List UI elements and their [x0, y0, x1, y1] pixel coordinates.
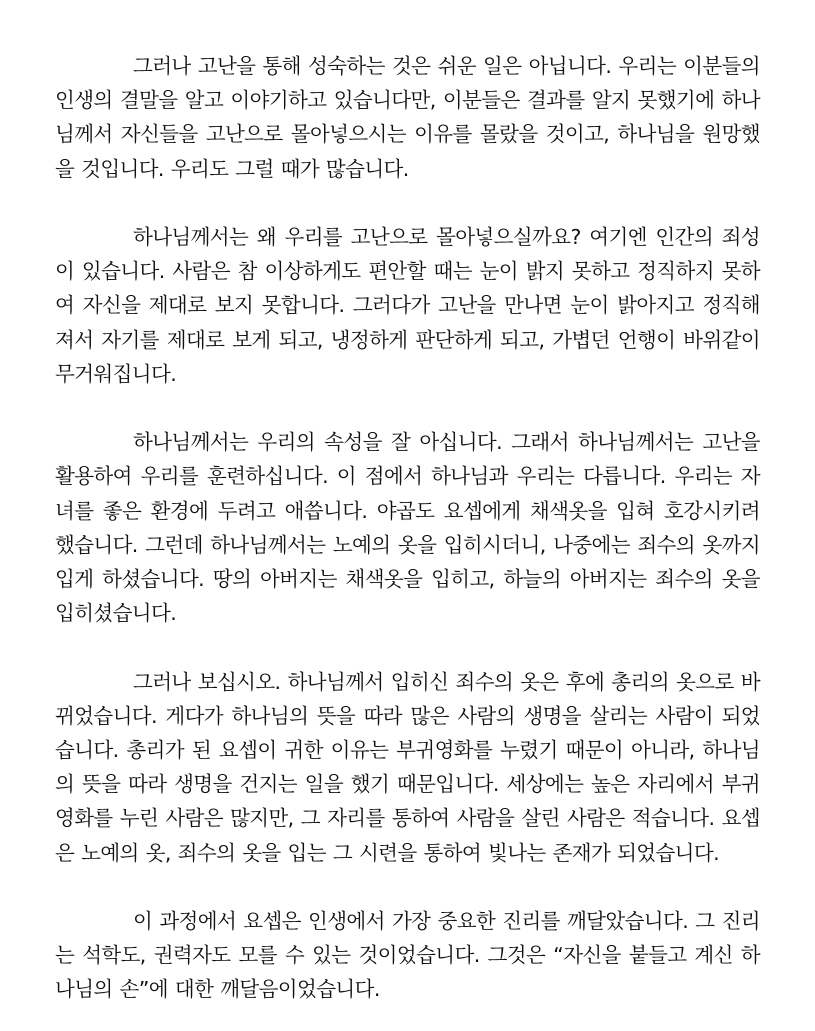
paragraph-2: 하나님께서는 왜 우리를 고난으로 몰아넣으실까요? 여기엔 인간의 죄성이 있습니다. 사람은 참 이상하게도 편안할 때는 눈이 밝지 못하고 정직하지 못하여 자신을 제대로 보지 못합니다. 그러다가 고난을 만나면 눈이 밝아지고 정직해져서 자기를 제대로 보게 되고, 냉정하게 판단하게 되고, 가볍던 언행이 바위같이 무거워집니다. — [55, 225, 760, 386]
document-page — [55, 49, 760, 1007]
paragraph-5: 이 과정에서 요셉은 인생에서 가장 중요한 진리를 깨달았습니다. 그 진리는 석학도, 권력자도 모를 수 있는 것이었습니다. 그것은 “자신을 붙들고 계신 하나님의 손”에 대한 깨달음이었습니다. — [55, 909, 760, 1002]
paragraph-1: 그러나 고난을 통해 성숙하는 것은 쉬운 일은 아닙니다. 우리는 이분들의 인생의 결말을 알고 이야기하고 있습니다만, 이분들은 결과를 알지 못했기에 하나님께서 자신들을 고난으로 몰아넣으시는 이유를 몰랐을 것이고, 하나님을 원망했을 것입니다. 우리도 그럴 때가 많습니다. — [55, 54, 760, 181]
paragraph-3: 하나님께서는 우리의 속성을 잘 아십니다. 그래서 하나님께서는 고난을 활용하여 우리를 훈련하십니다. 이 점에서 하나님과 우리는 다릅니다. 우리는 자녀를 좋은 환경에 두려고 애씁니다. 야곱도 요셉에게 채색옷을 입혀 호강시키려 했습니다. 그런데 하나님께서는 노예의 옷을 입히시더니, 나중에는 죄수의 옷까지 입게 하셨습니다. 땅의 아버지는 채색옷을 입히고, 하늘의 아버지는 죄수의 옷을 입히셨습니다. — [55, 430, 760, 626]
paragraph-4: 그러나 보십시오. 하나님께서 입히신 죄수의 옷은 후에 총리의 옷으로 바뀌었습니다. 게다가 하나님의 뜻을 따라 많은 사람의 생명을 살리는 사람이 되었습니다. 총리가 된 요셉이 귀한 이유는 부귀영화를 누렸기 때문이 아니라, 하나님의 뜻을 따라 생명을 건지는 일을 했기 때문입니다. 세상에는 높은 자리에서 부귀영화를 누린 사람은 많지만, 그 자리를 통하여 사람을 살린 사람은 적습니다. 요셉은 노예의 옷, 죄수의 옷을 입는 그 시련을 통하여 빛나는 존재가 되었습니다. — [55, 669, 760, 865]
